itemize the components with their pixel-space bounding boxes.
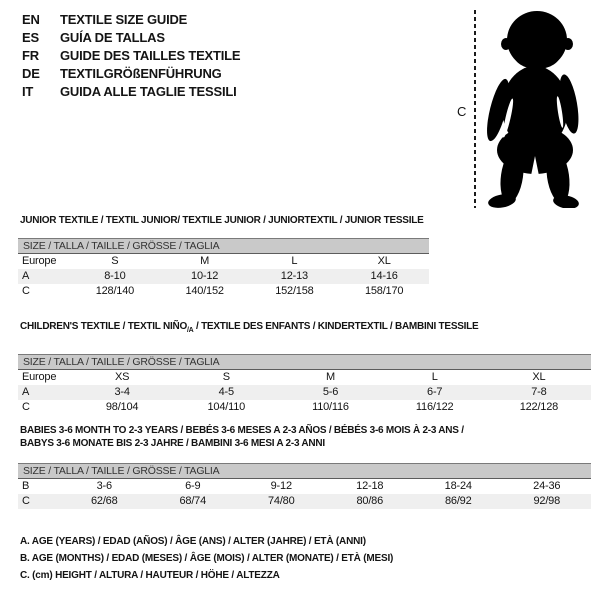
legend-line: A. AGE (YEARS) / EDAD (AÑOS) / ÂGE (ANS) / ALTER (JAHRE) / ETÀ (ANNI) bbox=[20, 536, 366, 547]
table-title-segment: JUNIOR TEXTILE / TEXTIL JUNIOR/ TEXTILE JUNIOR / JUNIORTEXTIL / JUNIOR TESSILE bbox=[20, 215, 424, 226]
table-cell: 12-18 bbox=[356, 480, 384, 492]
legend-line: C. (cm) HEIGHT / ALTURA / HAUTEUR / HÖHE / ALTEZZA bbox=[20, 570, 280, 581]
language-code: IT bbox=[22, 84, 34, 99]
table-cell: 62/68 bbox=[90, 495, 118, 507]
language-title: TEXTILE SIZE GUIDE bbox=[60, 12, 188, 27]
row-label: Europe bbox=[22, 255, 57, 267]
table-title-segment: BABYS 3-6 MONATE BIS 2-3 JAHRE / BAMBINI 3-6 MESI A 2-3 ANNI bbox=[20, 438, 325, 449]
table-rows bbox=[18, 254, 429, 299]
language-title: GUIDE DES TAILLES TEXTILE bbox=[60, 48, 241, 63]
table-cell: 152/158 bbox=[275, 285, 314, 297]
table-row bbox=[18, 385, 591, 400]
table-rows bbox=[18, 370, 591, 415]
language-title: TEXTILGRÖßENFÜHRUNG bbox=[60, 66, 222, 81]
language-row bbox=[22, 47, 240, 65]
table-cell: S bbox=[222, 371, 230, 383]
babies-textile-table bbox=[18, 424, 591, 509]
table-cell: 98/104 bbox=[105, 401, 139, 413]
row-label: A bbox=[22, 386, 30, 398]
table-title-line bbox=[20, 424, 591, 437]
row-label: Europe bbox=[22, 371, 57, 383]
table-title-line bbox=[20, 437, 591, 450]
table-cell: 140/152 bbox=[185, 285, 224, 297]
table-row bbox=[18, 479, 591, 494]
table-cell: 24-36 bbox=[533, 480, 561, 492]
row-label: A bbox=[22, 270, 30, 282]
size-header-bar: SIZE / TALLA / TAILLE / GRÖSSE / TAGLIA bbox=[18, 238, 429, 254]
table-cell: S bbox=[111, 255, 119, 267]
language-list bbox=[22, 11, 240, 101]
table-cell: 116/122 bbox=[415, 401, 454, 413]
table-cell: 18-24 bbox=[444, 480, 472, 492]
table-title-line bbox=[20, 320, 591, 337]
table-cell: 104/110 bbox=[207, 401, 246, 413]
size-header-bar: SIZE / TALLA / TAILLE / GRÖSSE / TAGLIA bbox=[18, 354, 591, 370]
height-measure-label: C bbox=[457, 104, 467, 119]
language-title: GUÍA DE TALLAS bbox=[60, 30, 165, 45]
table-cell: M bbox=[200, 255, 210, 267]
table-row bbox=[18, 370, 591, 385]
table-title-segment: / TEXTILE DES ENFANTS / KINDERTEXTIL / BAMBINI TESSILE bbox=[193, 321, 479, 332]
table-cell: 110/116 bbox=[312, 401, 349, 413]
table-cell: 14-16 bbox=[370, 270, 398, 282]
table-row bbox=[18, 269, 429, 284]
baby-silhouette-icon bbox=[480, 8, 592, 208]
children-textile-table bbox=[18, 320, 591, 415]
table-title-segment: CHILDREN'S TEXTILE / TEXTIL NIÑO bbox=[20, 321, 187, 332]
table-cell: L bbox=[291, 255, 298, 267]
table-cell: XS bbox=[114, 371, 130, 383]
table-cell: 128/140 bbox=[95, 285, 135, 297]
table-cell: 3-6 bbox=[96, 480, 112, 492]
legend-line: B. AGE (MONTHS) / EDAD (MESES) / ÂGE (MOIS) / ALTER (MONATE) / ETÀ (MESI) bbox=[20, 553, 394, 564]
language-row bbox=[22, 65, 240, 83]
language-row bbox=[22, 11, 240, 29]
table-title-segment: BABIES 3-6 MONTH TO 2-3 YEARS / BEBÉS 3-6 MESES A 2-3 AÑOS / BÉBÉS 3-6 MOIS À 2-3 ANS / bbox=[20, 425, 464, 436]
table-cell: 158/170 bbox=[364, 285, 404, 297]
table-cell: 68/74 bbox=[179, 495, 207, 507]
table-row bbox=[18, 284, 429, 299]
table-title bbox=[18, 424, 591, 450]
table-cell: 7-8 bbox=[531, 386, 547, 398]
table-cell: 6-7 bbox=[427, 386, 443, 398]
language-code: EN bbox=[22, 12, 40, 27]
table-title-line bbox=[20, 214, 429, 227]
table-cell: 3-4 bbox=[114, 386, 130, 398]
table-cell: 122/128 bbox=[519, 401, 559, 413]
table-cell: 10-12 bbox=[191, 270, 219, 282]
table-cell: 80/86 bbox=[356, 495, 384, 507]
table-title bbox=[18, 320, 591, 337]
table-cell: XL bbox=[377, 255, 391, 267]
row-label: C bbox=[22, 401, 30, 413]
table-title-segment: /A bbox=[186, 327, 194, 334]
table-cell: XL bbox=[532, 371, 546, 383]
table-cell: M bbox=[326, 371, 335, 383]
table-cell: 8-10 bbox=[104, 270, 126, 282]
language-title: GUIDA ALLE TAGLIE TESSILI bbox=[60, 84, 237, 99]
table-cell: 86/92 bbox=[444, 495, 472, 507]
table-cell: 4-5 bbox=[218, 386, 234, 398]
table-title bbox=[18, 214, 429, 227]
table-rows bbox=[18, 479, 591, 509]
size-header-bar: SIZE / TALLA / TAILLE / GRÖSSE / TAGLIA bbox=[18, 463, 591, 479]
row-label: C bbox=[22, 285, 30, 297]
table-cell: L bbox=[431, 371, 438, 383]
junior-textile-table bbox=[18, 214, 429, 299]
table-cell: 92/98 bbox=[533, 495, 561, 507]
row-label: B bbox=[22, 480, 30, 492]
table-cell: 6-9 bbox=[185, 480, 201, 492]
language-code: FR bbox=[22, 48, 39, 63]
language-code: DE bbox=[22, 66, 40, 81]
table-cell: 9-12 bbox=[270, 480, 292, 492]
table-row bbox=[18, 400, 591, 415]
language-row bbox=[22, 29, 240, 47]
table-row bbox=[18, 494, 591, 509]
table-row bbox=[18, 254, 429, 269]
legend bbox=[20, 533, 393, 584]
table-cell: 12-13 bbox=[280, 270, 308, 282]
table-cell: 5-6 bbox=[322, 386, 339, 398]
row-label: C bbox=[22, 495, 30, 507]
table-cell: 74/80 bbox=[267, 495, 295, 507]
height-dotted-line-icon bbox=[474, 10, 476, 208]
language-code: ES bbox=[22, 30, 39, 45]
language-row bbox=[22, 83, 240, 101]
